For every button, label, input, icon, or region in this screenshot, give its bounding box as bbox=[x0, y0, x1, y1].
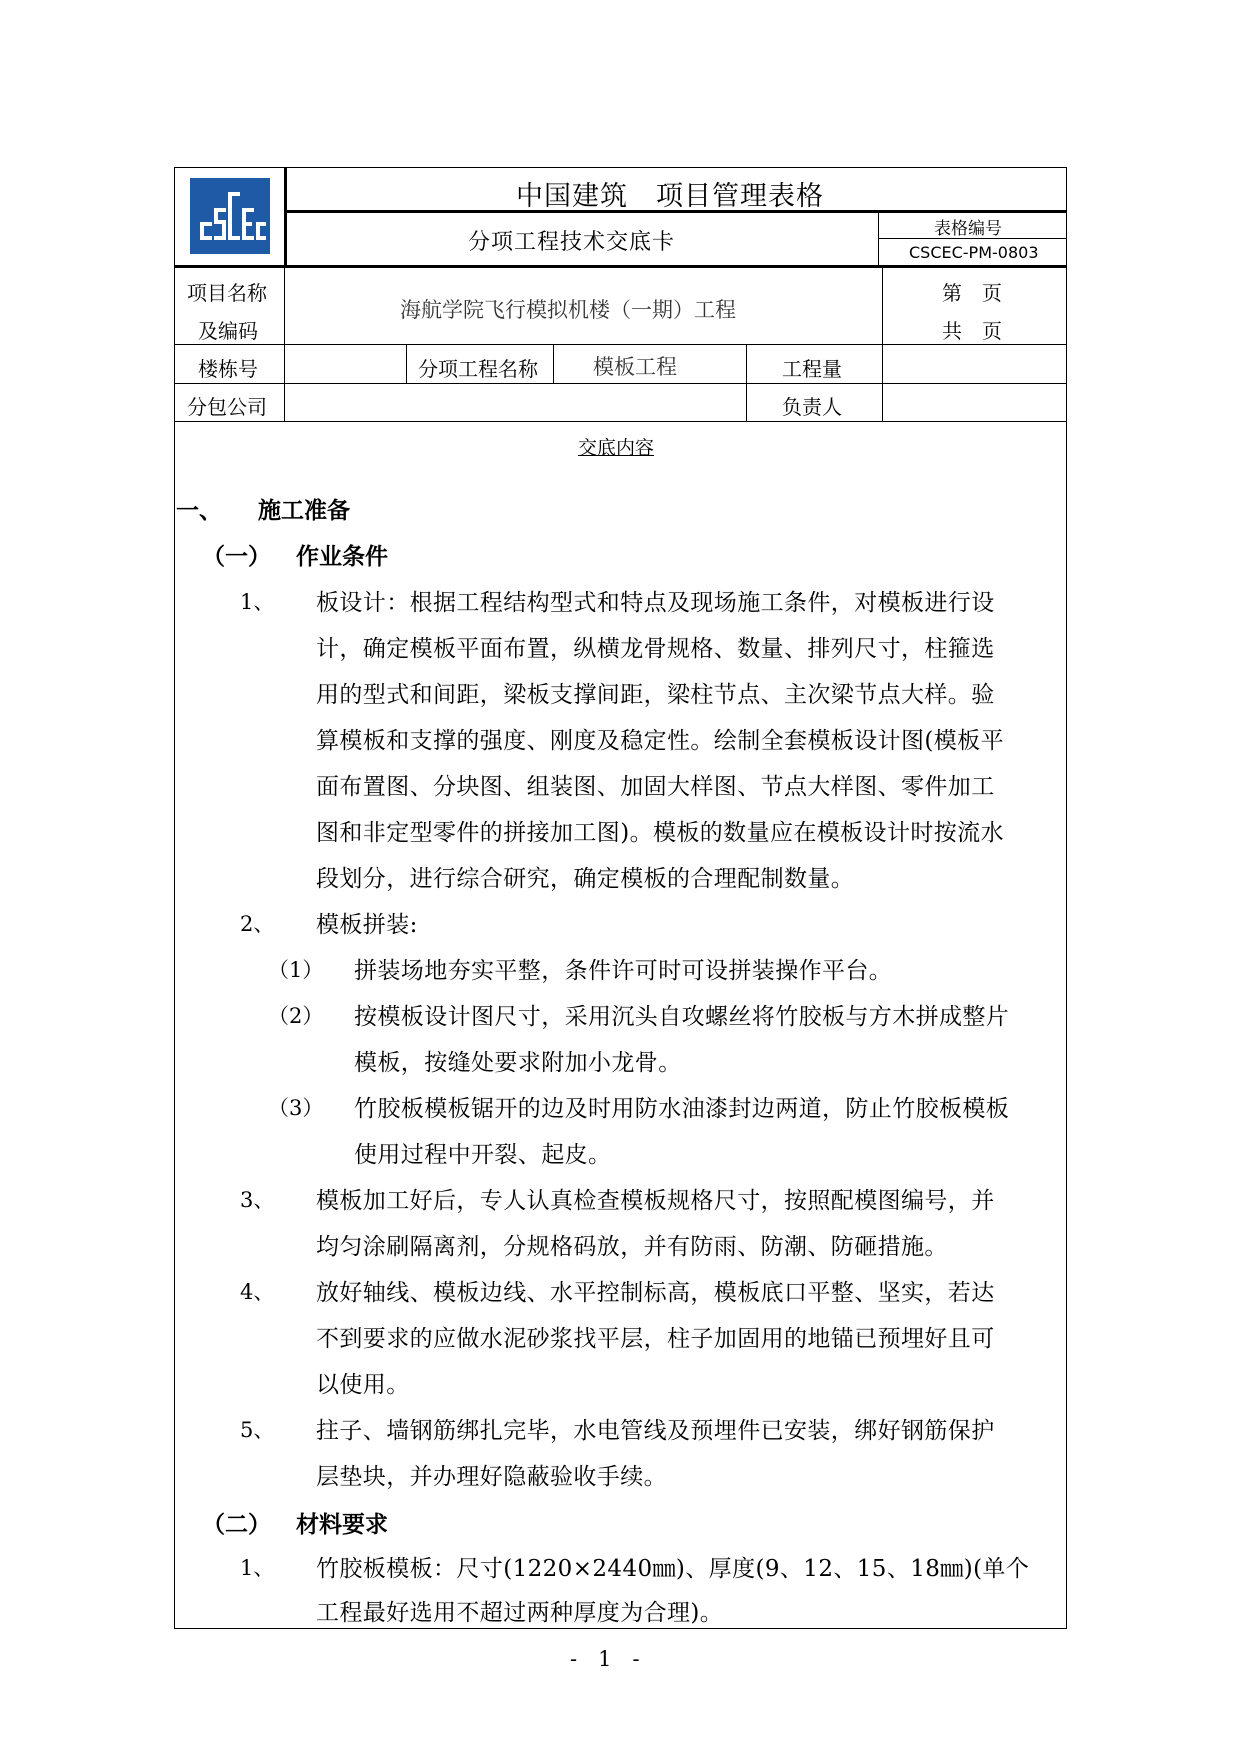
item-5-line: 拄子、墙钢筋绑扎完毕，水电管线及预埋件已安装，绑好钢筋保护 bbox=[316, 1418, 995, 1444]
project-label-line1: 项目名称 bbox=[187, 281, 267, 305]
item-1-line: 图和非定型零件的拼接加工图)。模板的数量应在模板设计时按流水 bbox=[316, 820, 1004, 846]
sub-item-2-number: （2） bbox=[268, 1004, 324, 1028]
info-row2-divider-2 bbox=[553, 345, 554, 384]
item-1-line: 算模板和支撑的强度、刚度及稳定性。绘制全套模板设计图(模板平 bbox=[316, 728, 1004, 754]
subproject-label: 分项工程名称 bbox=[418, 357, 538, 381]
item-4-number: 4、 bbox=[240, 1280, 275, 1304]
item-1-line: 计，确定模板平面布置，纵横龙骨规格、数量、排列尺寸，柱箍选 bbox=[316, 636, 995, 662]
item-5-line: 层垫块，并办理好隐蔽验收手续。 bbox=[316, 1464, 667, 1490]
material-item-1-line: 工程最好选用不超过两种厚度为合理)。 bbox=[316, 1600, 724, 1626]
item-2-number: 2、 bbox=[240, 912, 275, 936]
item-2-text: 模板拼装: bbox=[316, 912, 418, 938]
heading-2b-text: 材料要求 bbox=[296, 1512, 388, 1538]
header-divider bbox=[284, 167, 287, 266]
item-1-line: 面布置图、分块图、组装图、加固大样图、节点大样图、零件加工 bbox=[316, 774, 995, 800]
sub-item-3-line: 使用过程中开裂、起皮。 bbox=[354, 1142, 612, 1168]
info-row1-line bbox=[174, 344, 1067, 345]
responsible-label: 负责人 bbox=[782, 395, 842, 419]
item-4-line: 以使用。 bbox=[316, 1372, 410, 1398]
sub-item-3-line: 竹胶板模板锯开的边及时用防水油漆封边两道，防止竹胶板模板 bbox=[354, 1096, 1010, 1122]
sub-item-2-line: 按模板设计图尺寸，采用沉头自攻螺丝将竹胶板与方木拼成整片 bbox=[354, 1004, 1010, 1030]
item-3-number: 3、 bbox=[240, 1188, 275, 1212]
material-item-1-line: 竹胶板模板：尺寸(1220×2440㎜)、厚度(9、12、15、18㎜)(单个 bbox=[316, 1556, 1030, 1582]
material-item-1-number: 1、 bbox=[240, 1556, 275, 1580]
subcontractor-label: 分包公司 bbox=[187, 395, 267, 419]
item-1-line: 板设计：根据工程结构型式和特点及现场施工条件，对模板进行设 bbox=[316, 590, 995, 616]
cscec-logo bbox=[190, 178, 270, 254]
sub-item-3-number: （3） bbox=[268, 1096, 324, 1120]
quantity-label: 工程量 bbox=[782, 357, 842, 381]
form-frame bbox=[174, 167, 1067, 1629]
project-value: 海航学院飞行模拟机楼（一期）工程 bbox=[400, 298, 736, 322]
subproject-value: 模板工程 bbox=[593, 355, 677, 379]
item-1-line: 用的型式和间距，梁板支撑间距，梁柱节点、主次梁节点大样。验 bbox=[316, 682, 995, 708]
item-5-number: 5、 bbox=[240, 1418, 275, 1442]
heading-2a-text: 作业条件 bbox=[296, 544, 388, 570]
form-subtitle: 分项工程技术交底卡 bbox=[468, 230, 676, 255]
item-1-number: 1、 bbox=[240, 590, 275, 614]
info-row2-divider-1 bbox=[406, 345, 407, 384]
item-3-line: 模板加工好后，专人认真检查模板规格尺寸，按照配模图编号，并 bbox=[316, 1188, 995, 1214]
info-row3-line bbox=[174, 421, 1067, 422]
heading-2b-number: （二） bbox=[202, 1512, 271, 1538]
info-page-divider bbox=[882, 267, 883, 345]
info-row2-line bbox=[174, 383, 1067, 384]
form-code: CSCEC-PM-0803 bbox=[909, 243, 1039, 262]
project-label-line2: 及编码 bbox=[198, 319, 258, 343]
item-1-line: 段划分，进行综合研究，确定模板的合理配制数量。 bbox=[316, 866, 855, 892]
header-bottom-line bbox=[174, 265, 1067, 268]
item-3-line: 均匀涂刷隔离剂，分规格码放，并有防雨、防潮、防砸措施。 bbox=[316, 1234, 948, 1260]
sub-item-1-number: （1） bbox=[268, 958, 324, 982]
sub-item-2-line: 模板，按缝处要求附加小龙骨。 bbox=[354, 1050, 682, 1076]
item-4-line: 不到要求的应做水泥砂浆找平层，柱子加固用的地锚已预埋好且可 bbox=[316, 1326, 995, 1352]
page-number: - 1 - bbox=[570, 1647, 640, 1671]
page-total-label: 共 页 bbox=[942, 319, 1002, 343]
section-title: 交底内容 bbox=[578, 437, 655, 459]
heading-1-number: 一、 bbox=[176, 498, 222, 524]
form-code-label: 表格编号 bbox=[934, 219, 1002, 239]
heading-1-text: 施工准备 bbox=[258, 498, 350, 524]
page-current-label: 第 页 bbox=[942, 281, 1002, 305]
form-title: 中国建筑 项目管理表格 bbox=[516, 181, 824, 212]
heading-2a-number: （一） bbox=[202, 544, 271, 570]
building-label: 楼栋号 bbox=[198, 357, 258, 381]
item-4-line: 放好轴线、模板边线、水平控制标高，模板底口平整、坚实，若达 bbox=[316, 1280, 995, 1306]
cscec-logo-icon bbox=[190, 178, 270, 254]
sub-item-1-text: 拼装场地夯实平整，条件许可时可设拼装操作平台。 bbox=[354, 958, 893, 984]
